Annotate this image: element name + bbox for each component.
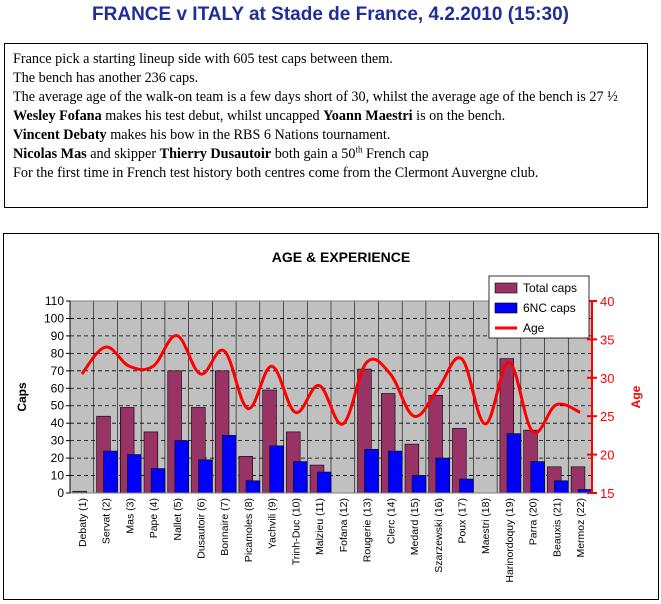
category-label: Pape (4) bbox=[148, 498, 161, 539]
note-line: The bench has another 236 caps. bbox=[13, 70, 199, 86]
player-name: Thierry Dusautoir bbox=[159, 146, 272, 162]
note-line bbox=[13, 145, 639, 164]
category-label: Debaty (1) bbox=[76, 498, 89, 548]
left-axis-tick-label: 50 bbox=[50, 398, 64, 413]
left-axis-tick-label: 30 bbox=[50, 433, 64, 448]
category-label: Trinh-Duc (10) bbox=[290, 498, 303, 566]
nc-caps-bar bbox=[151, 469, 165, 493]
player-name: Vincent Debaty bbox=[13, 127, 107, 143]
right-axis-tick-label: 25 bbox=[600, 409, 615, 425]
left-axis-tick-label: 40 bbox=[50, 416, 64, 431]
left-axis-tick-label: 10 bbox=[50, 468, 64, 483]
left-axis-tick-label: 110 bbox=[44, 294, 64, 308]
left-axis-tick-label: 80 bbox=[50, 346, 64, 361]
category-label: Mas (3) bbox=[124, 498, 137, 534]
left-axis-tick-label: 70 bbox=[50, 363, 64, 378]
category-label: Szarzewski (16) bbox=[432, 497, 445, 573]
legend-swatch bbox=[495, 283, 517, 293]
nc-caps-bar bbox=[246, 481, 260, 493]
nc-caps-bar bbox=[127, 455, 141, 493]
nc-caps-bar bbox=[222, 435, 236, 493]
note-text: is on the bench. bbox=[412, 108, 506, 124]
category-label: Yachvili (9) bbox=[266, 498, 279, 550]
left-axis-tick-label: 60 bbox=[50, 381, 64, 396]
right-axis-tick-label: 30 bbox=[600, 370, 615, 386]
right-axis-tick-label: 35 bbox=[600, 332, 615, 348]
player-name: Nicolas Mas bbox=[13, 146, 87, 162]
legend-label: Total caps bbox=[523, 281, 578, 295]
category-label: Malzieu (11) bbox=[314, 498, 327, 555]
category-label: Beauxis (21) bbox=[551, 498, 564, 557]
legend-swatch bbox=[495, 303, 517, 313]
chart-title: AGE & EXPERIENCE bbox=[271, 249, 411, 265]
category-label: Rougerie (13) bbox=[361, 498, 374, 563]
category-label: Harinordoquy (19) bbox=[503, 498, 516, 583]
category-label: Bonnaire (7) bbox=[219, 498, 232, 556]
nc-caps-bar bbox=[460, 479, 474, 493]
note-line bbox=[13, 126, 639, 145]
chart-frame bbox=[3, 233, 659, 600]
nc-caps-bar bbox=[175, 441, 189, 493]
category-label: Mermoz (22) bbox=[575, 498, 588, 558]
nc-caps-bar bbox=[294, 462, 308, 493]
nc-caps-bar bbox=[270, 446, 284, 493]
right-axis-tick-label: 20 bbox=[600, 447, 615, 463]
right-axis-label: Age bbox=[629, 385, 643, 409]
summary-notes bbox=[4, 43, 648, 208]
nc-caps-bar bbox=[365, 449, 379, 493]
page-title: FRANCE v ITALY at Stade de France, 4.2.2010 (15:30) bbox=[92, 4, 569, 25]
nc-caps-bar bbox=[436, 458, 450, 493]
left-axis-tick-label: 20 bbox=[50, 451, 64, 466]
nc-caps-bar bbox=[388, 451, 402, 493]
left-axis-label: Caps bbox=[15, 382, 29, 412]
category-label: Medard (15) bbox=[409, 498, 422, 556]
nc-caps-bar bbox=[317, 472, 331, 493]
legend-label: Age bbox=[523, 321, 545, 335]
ordinal-suffix: th bbox=[355, 144, 363, 155]
left-axis-tick-label: 90 bbox=[50, 328, 64, 343]
category-label: Nallet (5) bbox=[171, 498, 184, 541]
player-name: Yoann Maestri bbox=[323, 108, 413, 124]
category-label: Parra (20) bbox=[527, 498, 540, 546]
right-axis-tick-label: 15 bbox=[600, 486, 615, 501]
category-label: Dusautoir (6) bbox=[195, 498, 208, 559]
nc-caps-bar bbox=[412, 476, 426, 493]
legend-label: 6NC caps bbox=[523, 301, 576, 315]
age-experience-chart bbox=[4, 234, 658, 599]
category-label: Fofana (12) bbox=[337, 498, 350, 553]
category-label: Maestri (18) bbox=[480, 498, 493, 555]
note-text: makes his bow in the RBS 6 Nations tournament. bbox=[106, 127, 391, 143]
nc-caps-bar bbox=[104, 451, 118, 493]
nc-caps-bar bbox=[199, 460, 213, 493]
left-axis-tick-label: 100 bbox=[43, 311, 64, 326]
nc-caps-bar bbox=[555, 481, 569, 493]
note-text: makes his test debut, whilst uncapped bbox=[101, 108, 324, 124]
left-axis-tick-label: 0 bbox=[57, 486, 64, 500]
total-caps-bar bbox=[571, 467, 585, 493]
nc-caps-bar bbox=[507, 434, 521, 493]
category-label: Servat (2) bbox=[100, 498, 113, 545]
note-line: The average age of the walk-on team is a few days short of 30, whilst the average age of the bench is 27 ½ bbox=[13, 89, 618, 105]
player-name: Wesley Fofana bbox=[13, 108, 102, 124]
note-line: For the first time in French test history both centres come from the Clermont Auvergne club. bbox=[13, 165, 539, 181]
note-text: both gain a 50 bbox=[271, 146, 356, 162]
note-text: and skipper bbox=[86, 146, 160, 162]
note-line bbox=[13, 107, 639, 126]
note-line: France pick a starting lineup side with 605 test caps between them. bbox=[13, 51, 393, 67]
note-text: French cap bbox=[362, 146, 429, 162]
category-label: Picamoles (8) bbox=[242, 498, 255, 563]
right-axis-tick-label: 40 bbox=[600, 294, 615, 309]
category-label: Poux (17) bbox=[456, 498, 469, 544]
nc-caps-bar bbox=[531, 462, 545, 493]
category-label: Clerc (14) bbox=[385, 498, 398, 545]
